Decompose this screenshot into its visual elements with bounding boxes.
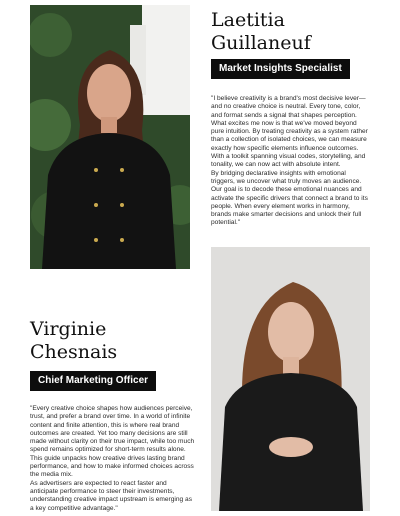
quote-paragraph: "I believe creativity is a brand's most decisive lever—and no creative choice is neutral. Every tone, color, and format sends a signal that shapes perception. bbox=[211, 95, 366, 119]
first-name: Laetitia bbox=[211, 9, 285, 31]
portrait-image-virginie bbox=[211, 247, 370, 511]
portrait-photo-virginie bbox=[211, 247, 370, 511]
role-badge-virginie: Chief Marketing Officer bbox=[30, 371, 156, 391]
first-name: Virginie bbox=[30, 318, 107, 340]
quote-paragraph: "Every creative choice shapes how audiences perceive, trust, and prefer a brand over time. In a world of infinite content and finite attention, this is where real brand outcomes are created. Yet too many decisions are still made without clarity on their true impact, while too much spend remains optimized for short-term results alone. This guide unpacks how creative drives lasting brand performance, and how to make informed choices across the media mix. bbox=[30, 405, 195, 479]
quote-paragraph: What excites me now is that we've moved beyond pure intuition. By treating creativity as a system rather than a collection of isolated choices, we can measure exactly how specific elements influence outcomes. With a toolkit spanning visual codes, storytelling, and tonality, we can now act with absolute intent. bbox=[211, 119, 368, 169]
portrait-photo-laetitia bbox=[30, 5, 190, 269]
profile-name-virginie bbox=[30, 318, 200, 364]
quote-virginie bbox=[30, 405, 195, 513]
quote-laetitia bbox=[211, 95, 369, 228]
portrait-image-laetitia bbox=[30, 5, 190, 269]
last-name: Guillaneuf bbox=[211, 32, 311, 54]
last-name: Chesnais bbox=[30, 341, 118, 363]
profile-name-laetitia bbox=[211, 9, 386, 55]
quote-paragraph: As advertisers are expected to react faster and anticipate performance to steer their investments, understanding creative impact upstream is emerging as a key competitive advantage." bbox=[30, 479, 192, 512]
role-badge-laetitia: Market Insights Specialist bbox=[211, 59, 350, 79]
quote-paragraph: By bridging declarative insights with emotional triggers, we uncover what truly moves an audience. Our goal is to decode these emotional nuances and activate the specific drivers that connect a brand to its people. When every element works in harmony, brands make smarter decisions and unlock their full potential." bbox=[211, 169, 368, 227]
